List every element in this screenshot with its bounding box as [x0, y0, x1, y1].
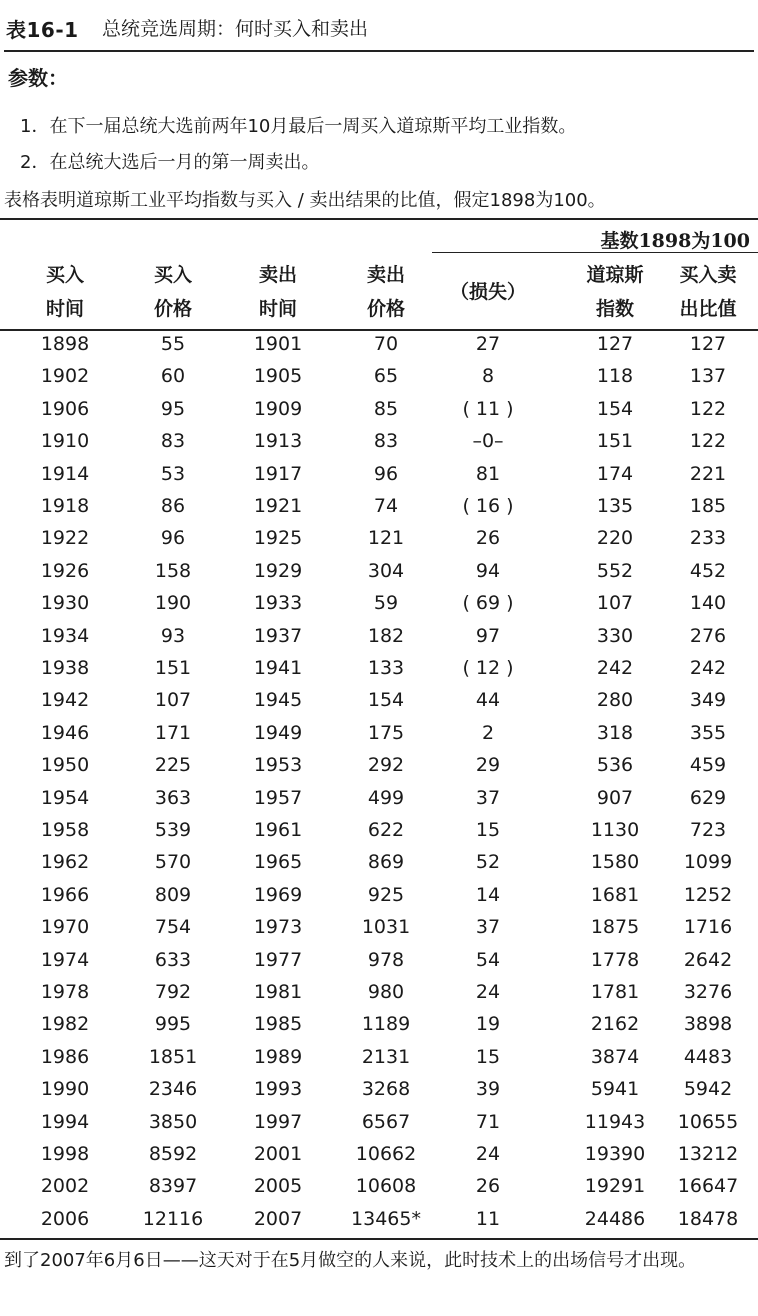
table-cell: 1938 [40, 657, 90, 679]
table-cell: 1954 [40, 786, 90, 809]
table-cell: 318 [596, 721, 634, 744]
table-row [0, 782, 758, 814]
table-cell: 1994 [40, 1110, 90, 1133]
table-title-text: 总统竞选周期：何时买入和卖出 [102, 18, 369, 40]
table-cell: 1926 [40, 559, 90, 582]
table-cell: 96 [160, 527, 186, 550]
table-cell: 19 [475, 1013, 501, 1036]
table-row [0, 458, 758, 490]
table-cell: 37 [475, 786, 501, 809]
table-cell: 2001 [253, 1143, 303, 1165]
table-cell: 1681 [590, 883, 640, 906]
table-cell: 3850 [148, 1110, 198, 1133]
table-cell: 499 [367, 786, 405, 809]
table-cell: 83 [373, 430, 399, 453]
table-cell: 1781 [590, 981, 640, 1003]
table-cell: 2006 [40, 1207, 90, 1230]
table-cell: 1950 [40, 754, 90, 777]
table-cell: 1914 [40, 462, 90, 485]
table-cell: 1716 [683, 916, 733, 939]
table-cell: 1990 [40, 1078, 90, 1101]
table-cell: 292 [367, 754, 405, 777]
table-cell: 3268 [361, 1078, 411, 1101]
table-cell: 995 [154, 1013, 192, 1036]
table-cell: 54 [475, 948, 501, 971]
table-cell: 95 [160, 397, 186, 420]
header-buy-time: 买入 时间 [45, 264, 84, 320]
table-cell: 44 [475, 689, 501, 712]
parameters-heading: 参数： [8, 66, 68, 90]
table-cell: 174 [596, 462, 634, 485]
table-cell: 1965 [253, 851, 303, 874]
table-cell: 349 [689, 689, 727, 712]
table-cell: 1946 [40, 721, 90, 744]
table-cell: 1953 [253, 754, 303, 777]
table-cell: 1982 [40, 1013, 90, 1036]
table-cell: 809 [154, 883, 192, 906]
table-cell: 452 [689, 559, 727, 582]
table-cell: 3898 [683, 1013, 733, 1036]
table-cell: 1993 [253, 1078, 303, 1101]
table-cell: 1978 [40, 981, 90, 1003]
table-cell: 55 [160, 333, 186, 355]
table-row [0, 749, 758, 781]
table-cell: 1970 [40, 916, 90, 939]
table-cell: 221 [689, 462, 727, 485]
table-cell: 980 [367, 981, 405, 1003]
table-cell: 14 [475, 883, 501, 906]
table-cell: 13212 [677, 1143, 739, 1165]
table-row [0, 490, 758, 522]
table-cell: 1986 [40, 1045, 90, 1068]
table-cell: 1910 [40, 430, 90, 453]
table-cell: 26 [475, 1175, 501, 1198]
table-cell: 220 [596, 527, 634, 550]
table-cell: 10655 [677, 1110, 739, 1133]
table-row [0, 1203, 758, 1235]
table-cell: 1905 [253, 365, 303, 388]
table-cell: 24 [475, 1143, 501, 1165]
table-cell: 1918 [40, 495, 90, 517]
table-cell: 6567 [361, 1110, 411, 1133]
table-cell: 19291 [584, 1175, 646, 1198]
table-row [0, 814, 758, 846]
table-cell: 182 [367, 624, 405, 647]
table-cell: 53 [160, 462, 186, 485]
table-row [0, 846, 758, 878]
base-label-rule [432, 252, 758, 253]
table-cell: 175 [367, 721, 405, 744]
table-cell: 85 [373, 397, 399, 420]
table-cell: 723 [689, 819, 727, 841]
table-cell: 1934 [40, 624, 90, 647]
table-cell: 633 [154, 948, 192, 971]
table-cell: 907 [596, 786, 634, 809]
table-cell: 570 [154, 851, 192, 874]
parameter-item: 1．在下一届总统大选前两年10月最后一周买入道琼斯平均工业指数。 [20, 116, 577, 137]
table-cell: 151 [154, 657, 192, 679]
table-cell: 8397 [148, 1175, 198, 1198]
table-cell: 5941 [590, 1078, 640, 1101]
table-cell: 1977 [253, 948, 303, 971]
table-cell: 19390 [584, 1143, 646, 1165]
table-cell: 133 [367, 657, 405, 679]
table-cell: 1997 [253, 1110, 303, 1133]
table-cell: 1921 [253, 495, 303, 517]
parameter-item: 2．在总统大选后一月的第一周卖出。 [20, 152, 320, 173]
table-cell: 1922 [40, 527, 90, 550]
table-cell: 1925 [253, 527, 303, 550]
table-cell: 869 [367, 851, 405, 874]
table-cell: 1099 [683, 851, 733, 874]
table-cell: 792 [154, 981, 192, 1003]
table-cell: 1778 [590, 948, 640, 971]
table-cell: 127 [596, 333, 634, 355]
table-cell: 629 [689, 786, 727, 809]
table-cell: 1189 [361, 1013, 411, 1036]
table-cell: 10608 [355, 1175, 417, 1198]
table-cell: 1902 [40, 365, 90, 388]
table-cell: 622 [367, 819, 405, 841]
table-cell: 158 [154, 559, 192, 582]
table-cell: 93 [160, 624, 186, 647]
table-cell: 552 [596, 559, 634, 582]
table-cell: 2002 [40, 1175, 90, 1198]
table-cell: ( 12 ) [462, 657, 514, 679]
table-cell: 1973 [253, 916, 303, 939]
table-row [0, 944, 758, 976]
table-cell: 24486 [584, 1207, 646, 1230]
table-cell: 242 [689, 657, 727, 679]
table-cell: 107 [154, 689, 192, 712]
table-title [4, 10, 754, 52]
table-row [0, 1170, 758, 1202]
table-cell: 8 [481, 365, 495, 388]
table-cell: 122 [689, 430, 727, 453]
table-cell: 29 [475, 754, 501, 777]
table-cell: 122 [689, 397, 727, 420]
table-cell: 81 [475, 462, 501, 485]
table-cell: 1252 [683, 883, 733, 906]
table-cell: 18478 [677, 1207, 739, 1230]
table-cell: 16647 [677, 1175, 739, 1198]
table-cell: 1985 [253, 1013, 303, 1036]
table-cell: 754 [154, 916, 192, 939]
table-cell: 1941 [253, 657, 303, 679]
table-cell: 83 [160, 430, 186, 453]
table-cell: 1875 [590, 916, 640, 939]
table-cell: 1933 [253, 592, 303, 615]
table-cell: 225 [154, 754, 192, 777]
table-cell: 1969 [253, 883, 303, 906]
table-cell: 925 [367, 883, 405, 906]
table-cell: 96 [373, 462, 399, 485]
table-cell: 2005 [253, 1175, 303, 1198]
table-cell: 2346 [148, 1078, 198, 1101]
table-cell: 127 [689, 333, 727, 355]
table-cell: 71 [475, 1110, 501, 1133]
table-cell: 70 [373, 333, 399, 355]
table-cell: 8592 [148, 1143, 198, 1165]
table-top-rule [0, 218, 758, 220]
table-cell: 26 [475, 527, 501, 550]
table-row [0, 1073, 758, 1105]
table-row [0, 911, 758, 943]
table-cell: 154 [596, 397, 634, 420]
table-cell: 118 [596, 365, 634, 388]
table-cell: 135 [596, 495, 634, 517]
table-cell: ( 16 ) [462, 495, 514, 517]
table-row [0, 1106, 758, 1138]
table-cell: 74 [373, 495, 399, 517]
table-cell: 59 [373, 592, 399, 615]
table-cell: 1957 [253, 786, 303, 809]
table-cell: 2007 [253, 1207, 303, 1230]
table-cell: 24 [475, 981, 501, 1003]
table-row [0, 652, 758, 684]
table-cell: 1930 [40, 592, 90, 615]
table-note: 表格表明道琼斯工业平均指数与买入 / 卖出结果的比值，假定1898为100。 [4, 190, 606, 211]
table-cell: 1966 [40, 883, 90, 906]
table-row [0, 393, 758, 425]
table-cell: 37 [475, 916, 501, 939]
table-cell: 1942 [40, 689, 90, 712]
table-cell: 4483 [683, 1045, 733, 1068]
table-cell: 1945 [253, 689, 303, 712]
table-cell: 536 [596, 754, 634, 777]
table-cell: 86 [160, 495, 186, 517]
header-loss: （损失） [449, 281, 526, 303]
table-cell: 15 [475, 1045, 501, 1068]
table-cell: ( 11 ) [462, 397, 514, 420]
table-cell: 363 [154, 786, 192, 809]
table-cell: 15 [475, 819, 501, 841]
table-bottom-rule [0, 1238, 758, 1240]
table-row [0, 587, 758, 619]
table-cell: 1958 [40, 819, 90, 841]
table-cell: 65 [373, 365, 399, 388]
table-cell: 1906 [40, 397, 90, 420]
table-cell: 1998 [40, 1143, 90, 1165]
table-row [0, 425, 758, 457]
table-cell: 190 [154, 592, 192, 615]
table-number: 表16-1 [6, 18, 79, 42]
table-row [0, 522, 758, 554]
table-row [0, 717, 758, 749]
table-row [0, 1041, 758, 1073]
table-cell: 1989 [253, 1045, 303, 1068]
table-cell: 1981 [253, 981, 303, 1003]
table-cell: 185 [689, 495, 727, 517]
table-cell: 137 [689, 365, 727, 388]
table-cell: 171 [154, 721, 192, 744]
footnote: 到了2007年6月6日——这天对于在5月做空的人来说，此时技术上的出场信号才出现。 [4, 1250, 697, 1271]
table-cell: 2162 [590, 1013, 640, 1036]
table-cell: 1917 [253, 462, 303, 485]
table-cell: 97 [475, 624, 501, 647]
table-cell: 355 [689, 721, 727, 744]
table-cell: 27 [475, 333, 501, 355]
table-cell: 154 [367, 689, 405, 712]
table-cell: 1974 [40, 948, 90, 971]
table-cell: 2 [481, 721, 495, 744]
table-row [0, 1138, 758, 1170]
header-dow-index: 道琼斯 指数 [586, 264, 644, 320]
table-cell: ( 69 ) [462, 592, 514, 615]
table-cell: 94 [475, 559, 501, 582]
table-cell: 52 [475, 851, 501, 874]
table-cell: 1909 [253, 397, 303, 420]
table-row [0, 555, 758, 587]
table-cell: 11 [475, 1207, 501, 1230]
table-cell: 5942 [683, 1078, 733, 1101]
table-cell: 11943 [584, 1110, 646, 1133]
table-cell: 1130 [590, 819, 640, 841]
table-row [0, 328, 758, 360]
table-cell: 539 [154, 819, 192, 841]
table-cell: 304 [367, 559, 405, 582]
table-cell: 151 [596, 430, 634, 453]
table-row [0, 620, 758, 652]
table-cell: 2131 [361, 1045, 411, 1068]
table-cell: 1898 [40, 333, 90, 355]
table-cell: 1851 [148, 1045, 198, 1068]
header-sell-price: 卖出 价格 [366, 264, 405, 320]
table-cell: 242 [596, 657, 634, 679]
table-cell: 3874 [590, 1045, 640, 1068]
table-cell: 60 [160, 365, 186, 388]
table-cell: 1031 [361, 916, 411, 939]
table-row [0, 1008, 758, 1040]
table-cell: 10662 [355, 1143, 417, 1165]
table-cell: 978 [367, 948, 405, 971]
table-cell: 1929 [253, 559, 303, 582]
table-cell: 121 [367, 527, 405, 550]
table-cell: 1901 [253, 333, 303, 355]
table-cell: 276 [689, 624, 727, 647]
table-cell: 3276 [683, 981, 733, 1003]
table-cell: 1913 [253, 430, 303, 453]
table-cell: 39 [475, 1078, 501, 1101]
table-row [0, 976, 758, 1008]
base-label: 基数1898为100 [600, 230, 750, 252]
table-cell: 107 [596, 592, 634, 615]
header-buy-price: 买入 价格 [153, 264, 192, 320]
table-row [0, 360, 758, 392]
table-cell: 1961 [253, 819, 303, 841]
table-cell: –0– [472, 430, 504, 453]
table-cell: 1580 [590, 851, 640, 874]
table-cell: 459 [689, 754, 727, 777]
table-cell: 1962 [40, 851, 90, 874]
table-cell: 280 [596, 689, 634, 712]
table-cell: 233 [689, 527, 727, 550]
header-ratio: 买入卖 出比值 [679, 264, 737, 320]
table-cell: 1937 [253, 624, 303, 647]
table-row [0, 879, 758, 911]
table-cell: 1949 [253, 721, 303, 744]
header-sell-time: 卖出 时间 [258, 264, 297, 320]
table-cell: 13465* [351, 1207, 421, 1230]
table-cell: 140 [689, 592, 727, 615]
table-cell: 12116 [142, 1207, 204, 1230]
table-cell: 330 [596, 624, 634, 647]
table-row [0, 684, 758, 716]
table-cell: 2642 [683, 948, 733, 971]
